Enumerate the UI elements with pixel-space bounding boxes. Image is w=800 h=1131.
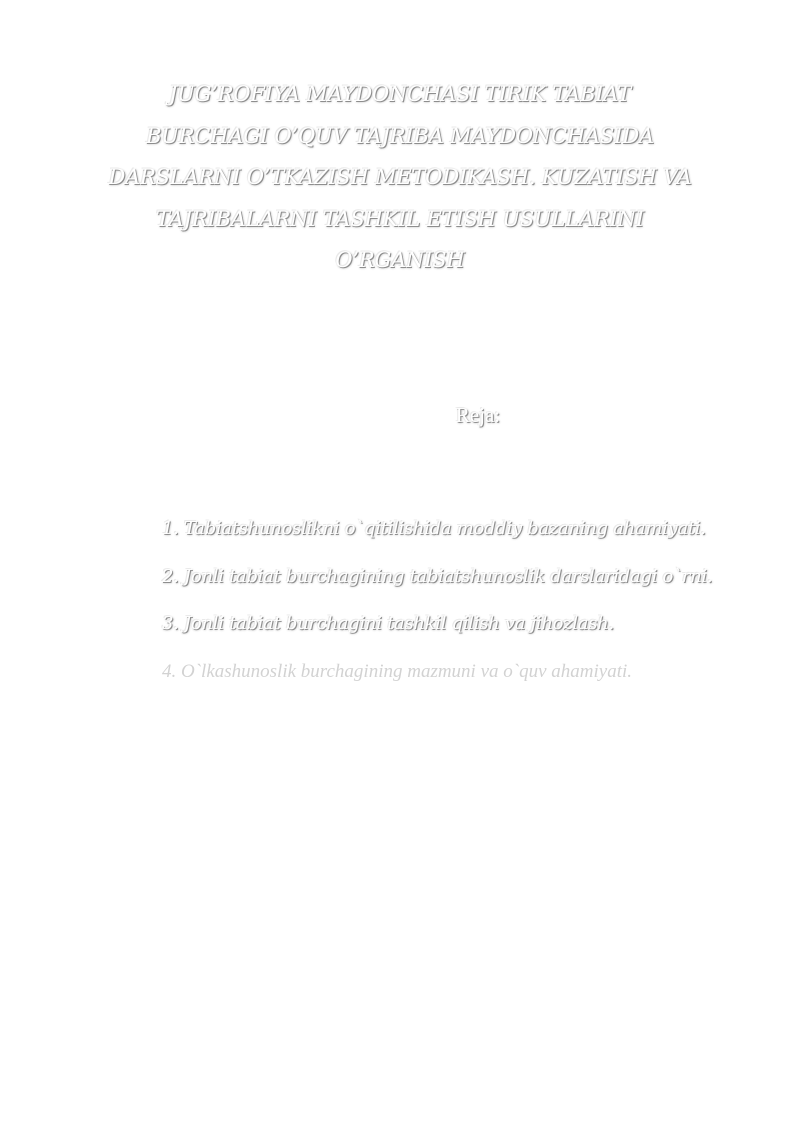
title-line: O’RGANISH — [335, 248, 465, 272]
document-title — [100, 74, 700, 282]
title-line: BURCHAGI O’QUV TAJRIBA MAYDONCHASIDA — [146, 123, 654, 148]
plan-item: 2. Jonli tabiat burchagining tabiatshunoslik darslaridagi o`rni. — [162, 565, 713, 587]
title-line: JUG’ROFIYA MAYDONCHASI TIRIK TABIAT — [168, 82, 632, 106]
plan-item: 3. Jonli tabiat burchagini tashkil qilish va jihozlash. — [162, 613, 614, 634]
plan-item: 1. Tabiatshunoslikni o`qitilishida moddiy bazaning ahamiyati. — [162, 518, 706, 539]
plan-item: 4. O`lkashunoslik burchagining mazmuni va o`quv ahamiyati. — [162, 660, 633, 682]
title-line: DARSLARNI O’TKAZISH METODIKASH. KUZATISH VA — [108, 165, 692, 189]
plan-list — [162, 505, 712, 695]
title-line: TAJRIBALARNI TASHKIL ETISH USULLARINI — [156, 206, 644, 231]
plan-heading: Reja: — [455, 403, 501, 427]
